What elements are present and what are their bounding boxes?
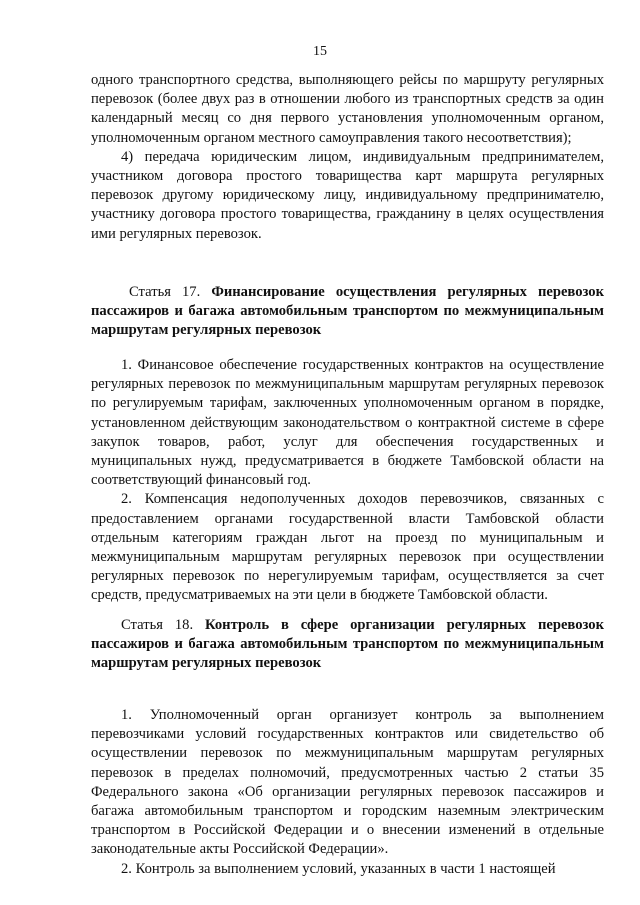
article-18-title: Контроль в сфере организации регулярных перевозок пассажиров и багажа автомобильным транспортом по межмуниципальным маршрутам регулярных перевозок: [91, 617, 604, 671]
article-17-paragraph-2: 2. Компенсация недополученных доходов перевозчиков, связанных с предоставлением органами государственной власти Тамбовской области отдельным категориям граждан льгот на проезд по муниципальным и межмуниципальным маршрутам регулярных перевозок при осуществлении регулярных перевозок по нерегулируемым тарифам, осуществляется за счет средств, предусматриваемых на эти цели в бюджете Тамбовской области.: [91, 491, 604, 604]
article-17-paragraph-1: 1. Финансовое обеспечение государственных контрактов на осуществление регулярных перевозок по межмуниципальным маршрутам регулярных перевозок по регулируемым тарифам, заключенных уполномоченным органом в порядке, установленном действующим законодательством о контрактной системе в сфере закупок товаров, работ, услуг для обеспечения государственных и муниципальных нужд, предусматривается в бюджете Тамбовской области на соответствующий финансовый год.: [91, 357, 604, 489]
article-17-body: [91, 356, 604, 606]
article-17-label: Статья 17.: [129, 284, 201, 300]
article-18-body: [91, 706, 604, 879]
article-18-heading: [91, 616, 604, 673]
page-number: 15: [313, 44, 327, 59]
article-17-heading: [91, 283, 604, 340]
previous-article-continuation: [91, 71, 604, 244]
paragraph-item-4: 4) передача юридическим лицом, индивидуальным предпринимателем, участником договора простого товарищества карт маршрута регулярных перевозок другому юридическому лицу, индивидуальному предпринимателю, участнику договора простого товарищества, гражданину в целях осуществления ими регулярных перевозок.: [91, 148, 604, 242]
article-18-paragraph-1: 1. Уполномоченный орган организует контроль за выполнением перевозчиками условий государственных контрактов или свидетельство об осуществлении перевозок по межмуниципальным маршрутам регулярных перевозок в пределах полномочий, предусмотренных частью 2 статьи 35 Федерального закона «Об организации регулярных перевозок пассажиров и багажа автомобильным транспортом и городским наземным электрическим транспортом в Российской Федерации и о внесении изменений в отдельные законодательные акты Российской Федерации».: [91, 707, 604, 858]
article-17-title: Финансирование осуществления регулярных перевозок пассажиров и багажа автомобильным транспортом по межмуниципальным маршрутам регулярных перевозок: [91, 284, 604, 338]
paragraph-intro-continuation: одного транспортного средства, выполняющего рейсы по маршруту регулярных перевозок (более двух раз в отношении любого из транспортных средств за один календарный месяц со дня первого установления уполномоченным органом, уполномоченным органом местного самоуправления такого несоответствия);: [91, 72, 604, 146]
article-18-paragraph-2: 2. Контроль за выполнением условий, указанных в части 1 настоящей: [121, 860, 556, 877]
article-18-label: Статья 18.: [121, 617, 194, 633]
